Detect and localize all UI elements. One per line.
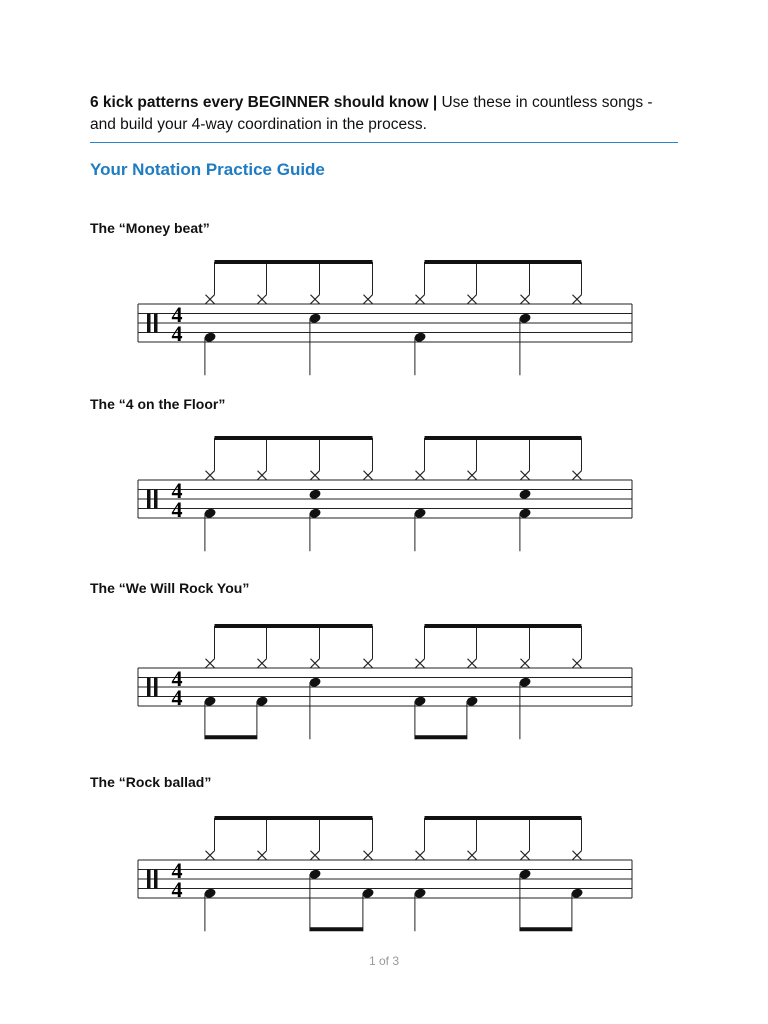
percussion-clef [154,678,158,697]
time-signature-top: 4 [171,858,183,883]
kick-beam [205,735,257,739]
kick-beam [520,927,572,931]
page-header [90,92,680,136]
kick-beam [415,735,467,739]
notation-staff-2 [120,426,640,556]
hihat-beam [215,436,373,440]
percussion-clef [147,314,151,333]
header-divider [90,142,678,143]
example-title-2: The “4 on the Floor” [90,396,226,412]
percussion-clef [154,314,158,333]
percussion-clef [147,678,151,697]
hihat-beam [425,436,582,440]
example-title-1: The “Money beat” [90,220,210,236]
example-title-3: The “We Will Rock You” [90,580,250,596]
header-subtitle: Use these in countless songs - and build your 4-way coordination in the process. [90,94,653,133]
notation-staff-3 [120,614,640,744]
time-signature-bottom: 4 [171,877,183,902]
time-signature-bottom: 4 [171,321,183,346]
time-signature-top: 4 [171,666,183,691]
percussion-clef [154,870,158,889]
snare-note [518,488,531,500]
time-signature-bottom: 4 [171,497,183,522]
hihat-beam [425,624,582,628]
hihat-beam [215,624,373,628]
notation-staff-1 [120,250,640,380]
example-title-4: The “Rock ballad” [90,774,212,790]
guide-title: Your Notation Practice Guide [90,160,325,179]
hihat-beam [215,816,373,820]
kick-beam [310,927,363,931]
time-signature-top: 4 [171,302,183,327]
snare-note [308,488,321,500]
percussion-clef [147,870,151,889]
header-title-bold: 6 kick patterns every BEGINNER should know | [90,94,438,111]
hihat-beam [425,816,582,820]
notation-staff-4 [120,806,640,936]
hihat-beam [425,260,582,264]
percussion-clef [147,490,151,509]
page-number: 1 of 3 [368,954,400,968]
time-signature-top: 4 [171,478,183,503]
hihat-beam [215,260,373,264]
percussion-clef [154,490,158,509]
time-signature-bottom: 4 [171,685,183,710]
